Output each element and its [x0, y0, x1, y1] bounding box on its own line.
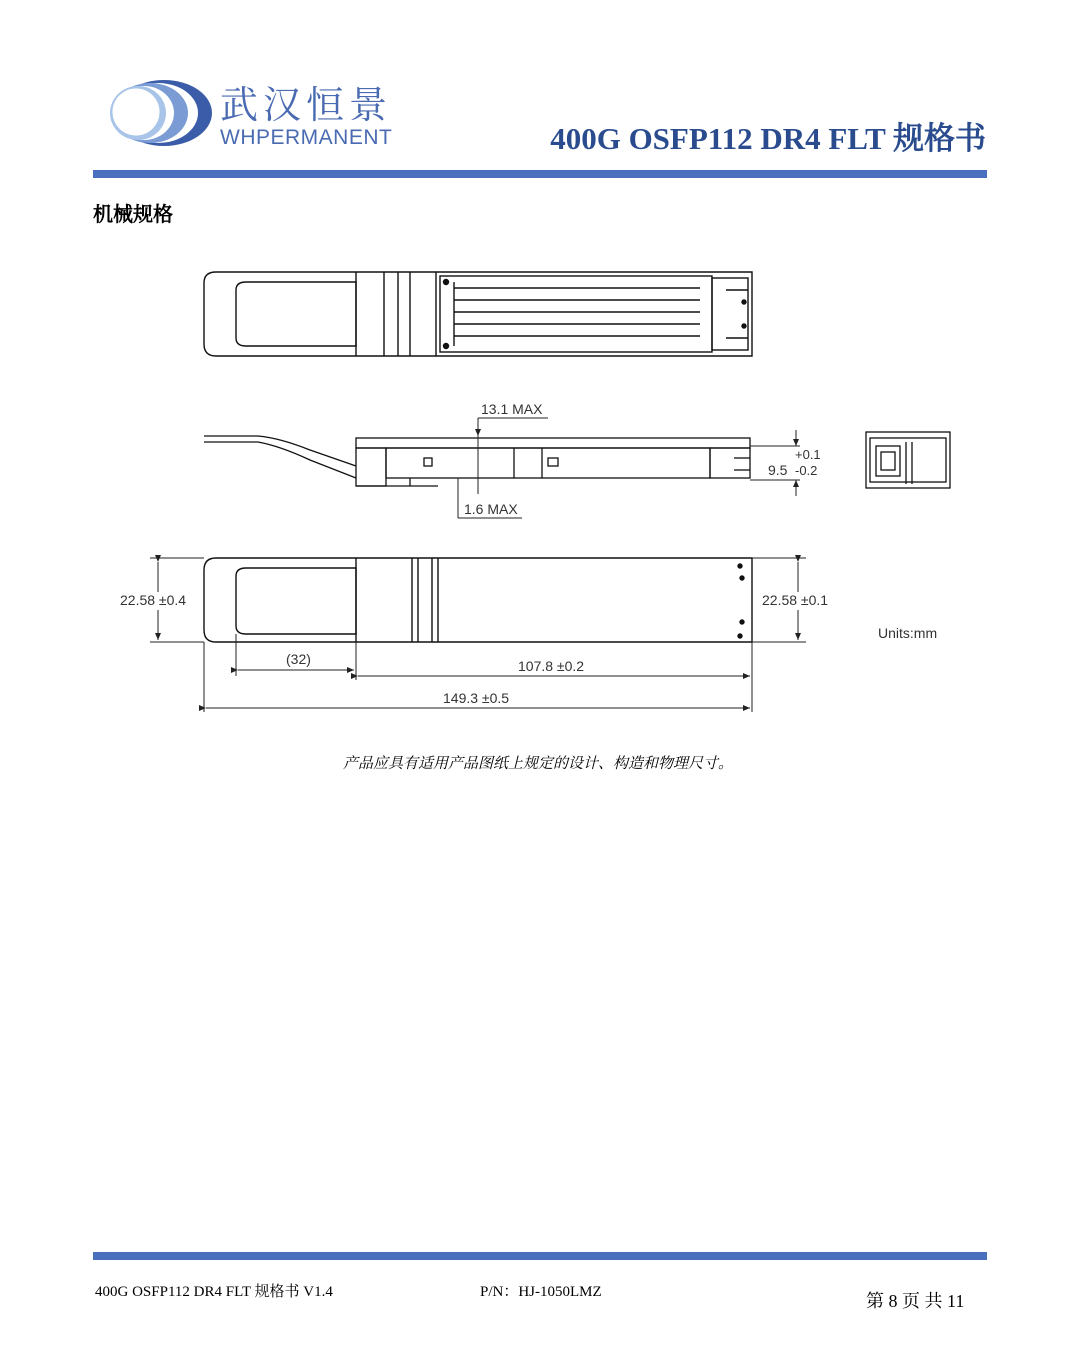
footer-divider — [93, 1252, 987, 1260]
section-title: 机械规格 — [93, 202, 173, 226]
dim-units: Units:mm — [878, 625, 938, 641]
dim-body-length: 107.8 ±0.2 — [518, 658, 585, 674]
dim-width-left: 22.58 ±0.4 — [120, 592, 187, 608]
footer-doc-version: 400G OSFP112 DR4 FLT 规格书 V1.4 — [95, 1284, 333, 1300]
dim-width-right: 22.58 ±0.1 — [762, 592, 829, 608]
dim-pull-tab: (32) — [286, 651, 311, 667]
dim-bottom-max: 1.6 MAX — [464, 501, 518, 517]
drawing-caption: 产品应具有适用产品图纸上规定的设计、构造和物理尺寸。 — [342, 754, 733, 772]
end-view — [866, 432, 950, 488]
document-title: 400G OSFP112 DR4 FLT 规格书 — [550, 121, 986, 156]
top-view — [204, 272, 752, 356]
dim-tol-minus: -0.2 — [795, 463, 818, 478]
side-view — [204, 436, 750, 486]
bottom-view — [204, 558, 752, 642]
footer-part-number: P/N：HJ-1050LMZ — [480, 1284, 602, 1300]
brand-name-cn: 武汉恒景 — [220, 83, 393, 127]
dim-height-max: 13.1 MAX — [481, 401, 543, 417]
brand-name-en: WHPERMANENT — [220, 126, 393, 149]
bottom-view-dims — [150, 558, 806, 712]
dim-total-length: 149.3 ±0.5 — [443, 690, 510, 706]
dim-thickness: 9.5 — [768, 462, 788, 478]
dim-tol-plus: +0.1 — [795, 447, 821, 462]
footer-page-number: 第 8 页 共 11 — [866, 1291, 965, 1311]
